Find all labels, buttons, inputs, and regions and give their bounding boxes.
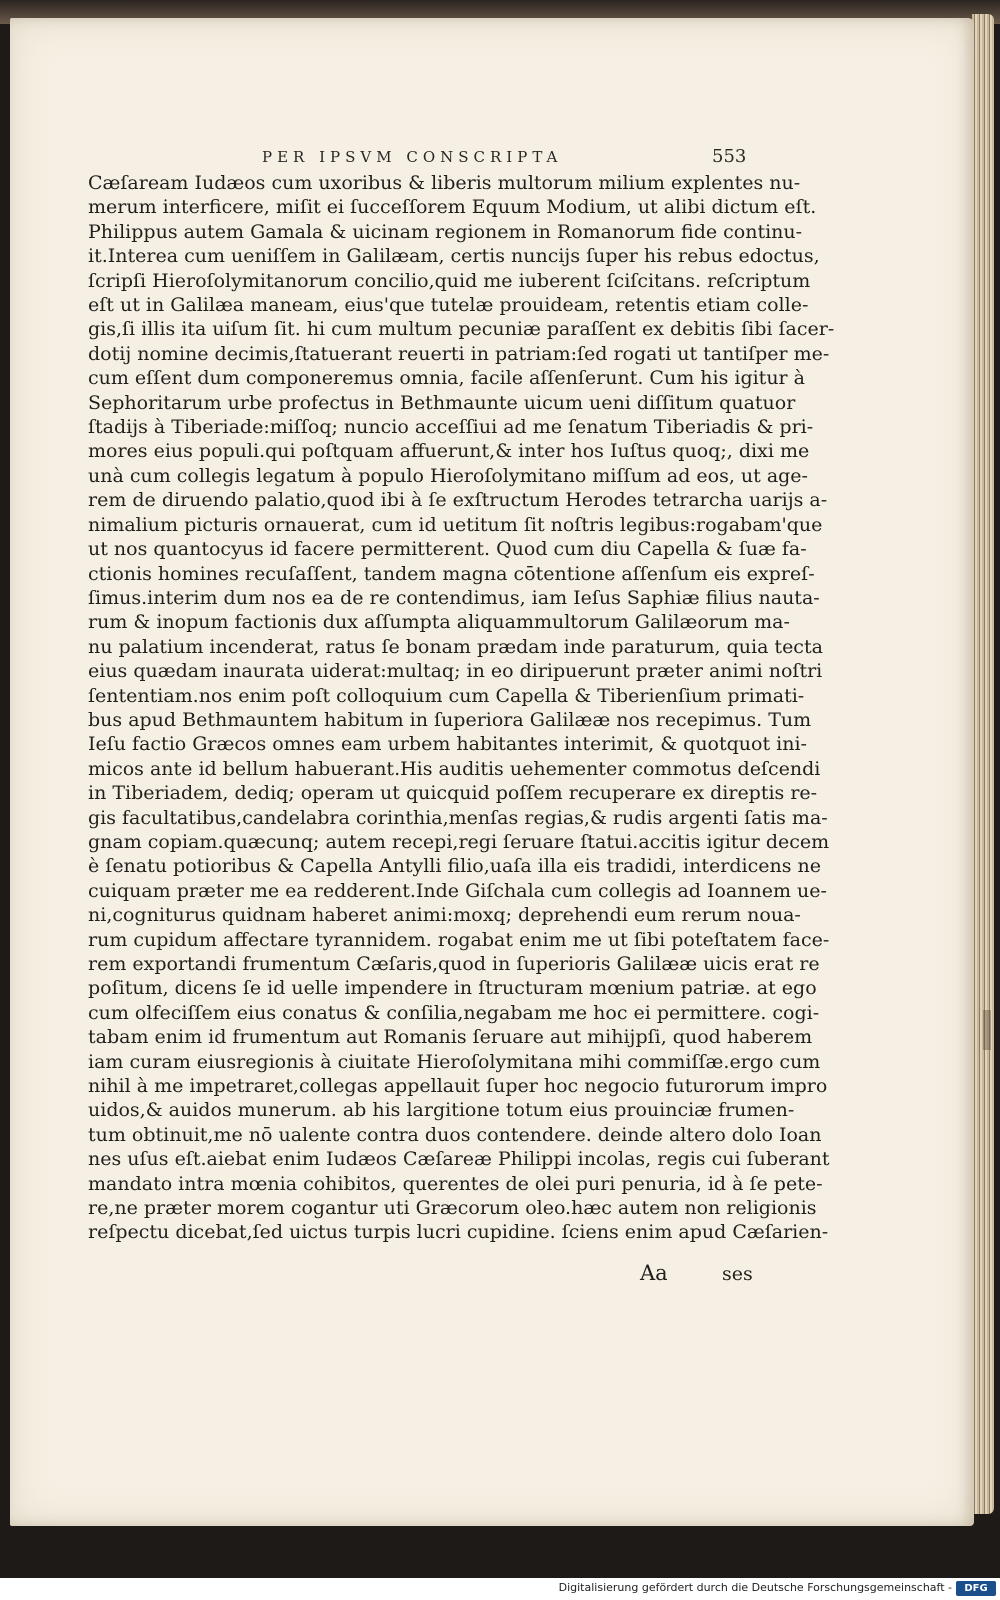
text-line: Cæſaream Iudæos cum uxoribus & liberis multorum milium explentes nu- (88, 172, 801, 194)
text-line: ſimus.interim dum nos ea de re contendimus, iam Ieſus Saphiæ filius nauta- (88, 586, 820, 609)
attribution-bar (0, 1578, 1000, 1600)
text-line: Sephoritarum urbe profectus in Bethmaunte uicum ueni diſſitum quatuor (88, 391, 796, 414)
dfg-logo: DFG (956, 1581, 996, 1596)
text-line: rem exportandi frumentum Cæſaris,quod in ſuperioris Galilææ uicis erat re (88, 953, 820, 975)
text-line: cum olfeciſſem eius conatus & conſilia,negabam me hoc ei permittere. cogi- (88, 1001, 820, 1024)
text-line: Ieſu factio Græcos omnes eam urbem habitantes interimit, & quotquot ini- (88, 733, 807, 756)
text-line: nihil à me impetraret,collegas appellauit ſuper hoc negocio futurorum impro (88, 1075, 828, 1098)
text-line: iam curam eiusregionis à ciuitate Hieroſolymitana mihi commiſſæ.ergo cum (88, 1050, 821, 1073)
text-line: nu palatium incenderat, ratus ſe bonam prædam inde paraturum, quia tecta (88, 635, 823, 658)
text-line: merum interficere, miſit ei ſucceſſorem Equum Modium, ut alibi dictum eſt. (88, 196, 817, 219)
text-line: nimalium picturis ornauerat, cum id uetitum ſit noſtris legibus:rogabam'que (88, 513, 823, 536)
text-line: micos ante id bellum habuerant.His auditis uehementer commotus deſcendi (88, 757, 821, 780)
text-line: ni,cogniturus quidnam haberet animi:moxq; deprehendi eum rerum noua- (88, 904, 801, 927)
text-line: it.Interea cum ueniſſem in Galilæam, certis nuncijs ſuper his rebus edoctus, (88, 245, 820, 268)
text-line: eſt ut in Galilæa maneam, eius'que tutelæ prouideam, retentis etiam colle- (88, 294, 809, 317)
text-line: cum eſſent dum componeremus omnia, facile aſſenſerunt. Cum his igitur à (88, 367, 806, 390)
text-line: reſpectu dicebat,ſed uictus turpis lucri cupidine. ſciens enim apud Cæſarien- (88, 1221, 829, 1244)
text-line: tabam enim id frumentum aut Romanis ſeruare aut mihijpſi, quod haberem (88, 1026, 813, 1049)
text-line: gis facultatibus,candelabra corinthia,menſas regias,& rudis argenti ſatis ma- (88, 806, 828, 829)
text-line: ſententiam.nos enim poſt colloquium cum Capella & Tiberienſium primati- (88, 684, 805, 707)
text-line: poſitum, dicens ſe id uelle impendere in ſtructuram mœnium patriæ. at ego (88, 977, 817, 1000)
text-line: mandato intra mœnia cohibitos, querentes de olei puri penuria, id à ſe pete- (88, 1172, 823, 1195)
text-line: dotij nomine decimis,ſtatuerant reuerti in patriam:ſed rogati ut tantiſper me- (88, 342, 830, 365)
catchword: ses (722, 1263, 753, 1285)
text-line: unà cum collegis legatum à populo Hieroſolymitano miſſum ad eos, ut age- (88, 464, 808, 487)
text-line: eius quædam inaurata uiderat:multaq; in eo diripuerunt præter animi noſtri (88, 660, 823, 683)
attribution-text: Digitalisierung gefördert durch die Deutsche Forschungsgemeinschaft - (558, 1581, 952, 1594)
text-line: mores eius populi.qui poſtquam affuerunt,& inter hos Iuſtus quoq;, dixi me (88, 440, 810, 463)
page-number: 553 (712, 146, 747, 167)
page-stack-edge (972, 14, 994, 1514)
text-line: gis,ſi illis ita uiſum ſit. hi cum multum pecuniæ paraſſent ex debitis ſibi ſacer- (88, 318, 835, 341)
text-line: nes uſus eſt.aiebat enim Iudæos Cæſareæ Philippi incolas, regis cui ſuberant (88, 1148, 830, 1171)
text-line: è ſenatu potioribus & Capella Antylli filio,uaſa illa eis tradidi, interdicens ne (88, 855, 821, 878)
body-text (88, 171, 835, 1245)
text-line: ſcripſi Hieroſolymitanorum concilio,quid me iuberent ſciſcitans. reſcriptum (88, 269, 811, 292)
text-line: ctionis homines recuſaſſent, tandem magna cōtentione aſſenſum eis expreſ- (88, 562, 815, 585)
text-line: re,ne præter morem cogantur uti Græcorum oleo.hæc autem non religionis (88, 1197, 817, 1220)
text-line: uidos,& auidos munerum. ab his largitione totum eius prouinciæ frumen- (88, 1099, 795, 1122)
page-edge-mark (983, 1010, 991, 1050)
text-line: Philippus autem Gamala & uicinam regionem in Romanorum fide continu- (88, 220, 803, 243)
text-line: bus apud Bethmauntem habitum in ſuperiora Galilææ nos recepimus. Tum (88, 708, 812, 731)
text-line: in Tiberiadem, dediq; operam ut quicquid poſſem recuperare ex direptis re- (88, 782, 818, 805)
text-line: gnam copiam.quæcunq; autem recepi,regi ſeruare ſtatui.accitis igitur decem (88, 830, 830, 853)
text-line: ſtadijs à Tiberiade:miſſoq; nuncio acceſſiui ad me ſenatum Tiberiadis & pri- (88, 416, 814, 439)
text-line: rum & inopum factionis dux aſſumpta aliquammultorum Galilæorum ma- (88, 611, 790, 634)
signature-mark: Aa (640, 1261, 668, 1285)
text-line: rem de diruendo palatio,quod ibi à ſe exſtructum Herodes tetrarcha uarijs a- (88, 489, 828, 512)
text-line: rum cupidum affectare tyrannidem. rogabat enim me ut ſibi poteſtatem face- (88, 928, 830, 951)
text-line: ut nos quantocyus id facere permitterent. Quod cum diu Capella & ſuæ fa- (88, 538, 807, 561)
running-head: PER IPSVM CONSCRIPTA (262, 148, 563, 166)
text-line: tum obtinuit,me nō ualente contra duos contendere. deinde altero dolo Ioan (88, 1123, 822, 1146)
text-line: cuiquam præter me ea redderent.Inde Giſchala cum collegis ad Ioannem ue- (88, 879, 827, 902)
